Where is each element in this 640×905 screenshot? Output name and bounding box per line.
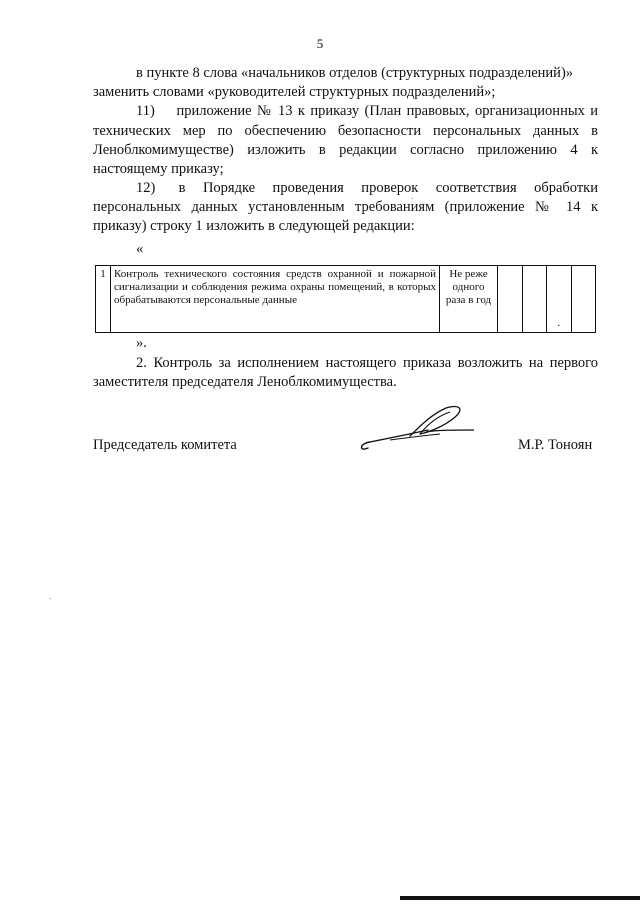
quote-close: ». (136, 335, 147, 351)
inserted-table (95, 265, 596, 333)
empty-cell (571, 266, 596, 333)
paragraph-2-line-1: 2. Контроль за исполнением настоящего приказа возложить на первого (136, 355, 598, 371)
item-12-line-2: персональных данных установленным требованиям (приложение № 14 к (93, 199, 598, 215)
signature-name: М.Р. Тоноян (518, 437, 593, 453)
scan-speck (50, 598, 51, 599)
signature-position: Председатель комитета (93, 437, 237, 453)
paragraph-2-line-2: заместителя председателя Леноблкомимущества. (93, 374, 397, 390)
table-row (96, 266, 596, 333)
row-text-cell: Контроль технического состояния средств охранной и пожарной сигнализации и соблюдения режима охраны помещений, в которых обрабатываются персональные данные (111, 266, 440, 333)
item-11-line-2: технических мер по обеспечению безопасности персональных данных в (93, 123, 598, 139)
item-11-line-3: Леноблкомимуществе) изложить в редакции согласно приложению 4 к (93, 142, 598, 158)
cell-mark: . (557, 317, 561, 329)
scan-edge-line (400, 896, 640, 900)
item-12-line-3: приказу) строку 1 изложить в следующей редакции: (93, 218, 415, 234)
row-period-cell: Не реже одного раза в год (440, 266, 498, 333)
item-12-line-1: 12) в Порядке проведения проверок соответствия обработки (136, 180, 598, 196)
empty-cell (547, 266, 572, 333)
page-number: 5 (316, 36, 324, 51)
empty-cell (498, 266, 523, 333)
empty-cell (522, 266, 547, 333)
item-11-line-1: 11) приложение № 13 к приказу (План правовых, организационных и (136, 103, 598, 119)
paragraph-1-line-2: заменить словами «руководителей структурных подразделений»; (93, 84, 496, 100)
quote-open: « (136, 241, 144, 257)
paragraph-1-line-1: в пункте 8 слова «начальников отделов (структурных подразделений)» (136, 65, 574, 81)
scan-speck (412, 198, 413, 199)
handwritten-signature (350, 400, 480, 460)
row-number-cell: 1 (96, 266, 111, 333)
item-11-line-4: настоящему приказу; (93, 161, 224, 177)
